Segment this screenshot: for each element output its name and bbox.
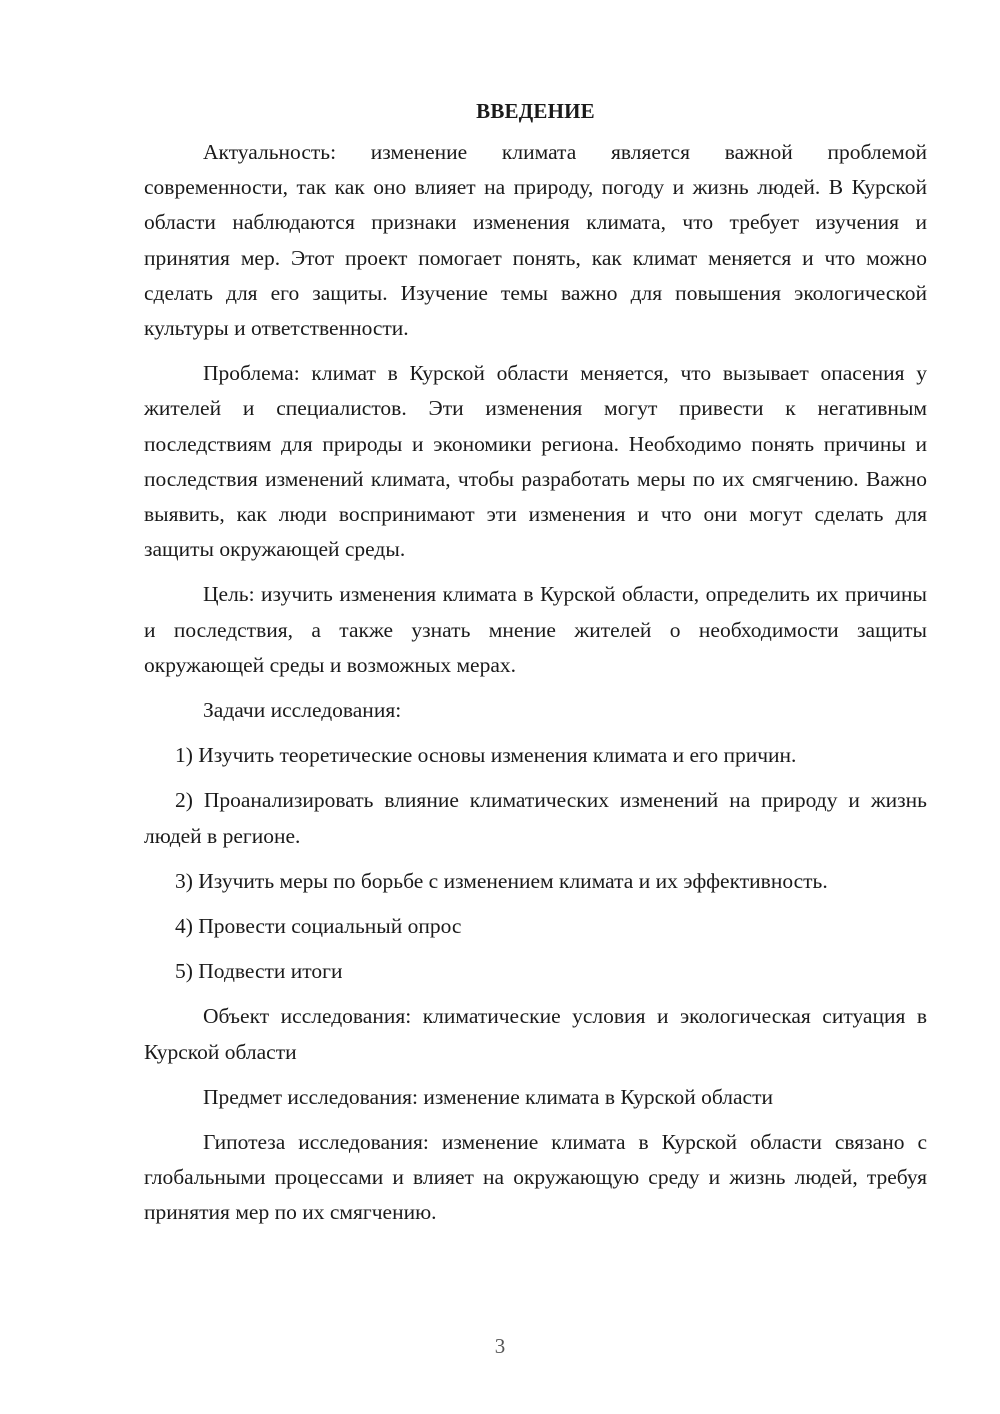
paragraph-object: Объект исследования: климатические условия и экологическая ситуация в Курской области (144, 1004, 927, 1064)
paragraph-tasks-heading: Задачи исследования: (203, 698, 402, 723)
paragraph-hypothesis: Гипотеза исследования: изменение климата в Курской области связано с глобальными процессами и влияет на окружающую среду и жизнь людей, требуя принятия мер по их смягчению. (144, 1130, 927, 1225)
page-number: 3 (494, 1334, 506, 1358)
task-item-2: 2) Проанализировать влияние климатических изменений на природу и жизнь людей в регионе. (144, 788, 927, 848)
page-content (144, 94, 927, 1231)
task-item-4: 4) Провести социальный опрос (175, 914, 462, 939)
paragraph-subject: Предмет исследования: изменение климата в Курской области (203, 1084, 773, 1109)
task-item-3: 3) Изучить меры по борьбе с изменением климата и их эффективность. (175, 868, 828, 893)
paragraph-relevance: Актуальность: изменение климата является важной проблемой современности, так как оно влияет на природу, погоду и жизнь людей. В Курской области наблюдаются признаки изменения климата, что требует изучения и принятия мер. Этот проект помогает понять, как климат меняется и что можно сделать для его защиты. Изучение темы важно для повышения экологической культуры и ответственности. (144, 140, 927, 341)
section-title: ВВЕДЕНИЕ (476, 99, 595, 123)
paragraph-goal: Цель: изучить изменения климата в Курской области, определить их причины и последствия, а также узнать мнение жителей о необходимости защиты окружающей среды и возможных мерах. (144, 582, 927, 677)
task-item-5: 5) Подвести итоги (175, 959, 343, 984)
task-item-1: 1) Изучить теоретические основы изменения климата и его причин. (175, 743, 797, 768)
paragraph-problem: Проблема: климат в Курской области меняется, что вызывает опасения у жителей и специалистов. Эти изменения могут привести к негативным последствиям для природы и экономики региона. Необходимо понять причины и последствия изменений климата, чтобы разработать меры по их смягчению. Важно выявить, как люди воспринимают эти изменения и что они могут сделать для защиты окружающей среды. (144, 361, 927, 562)
